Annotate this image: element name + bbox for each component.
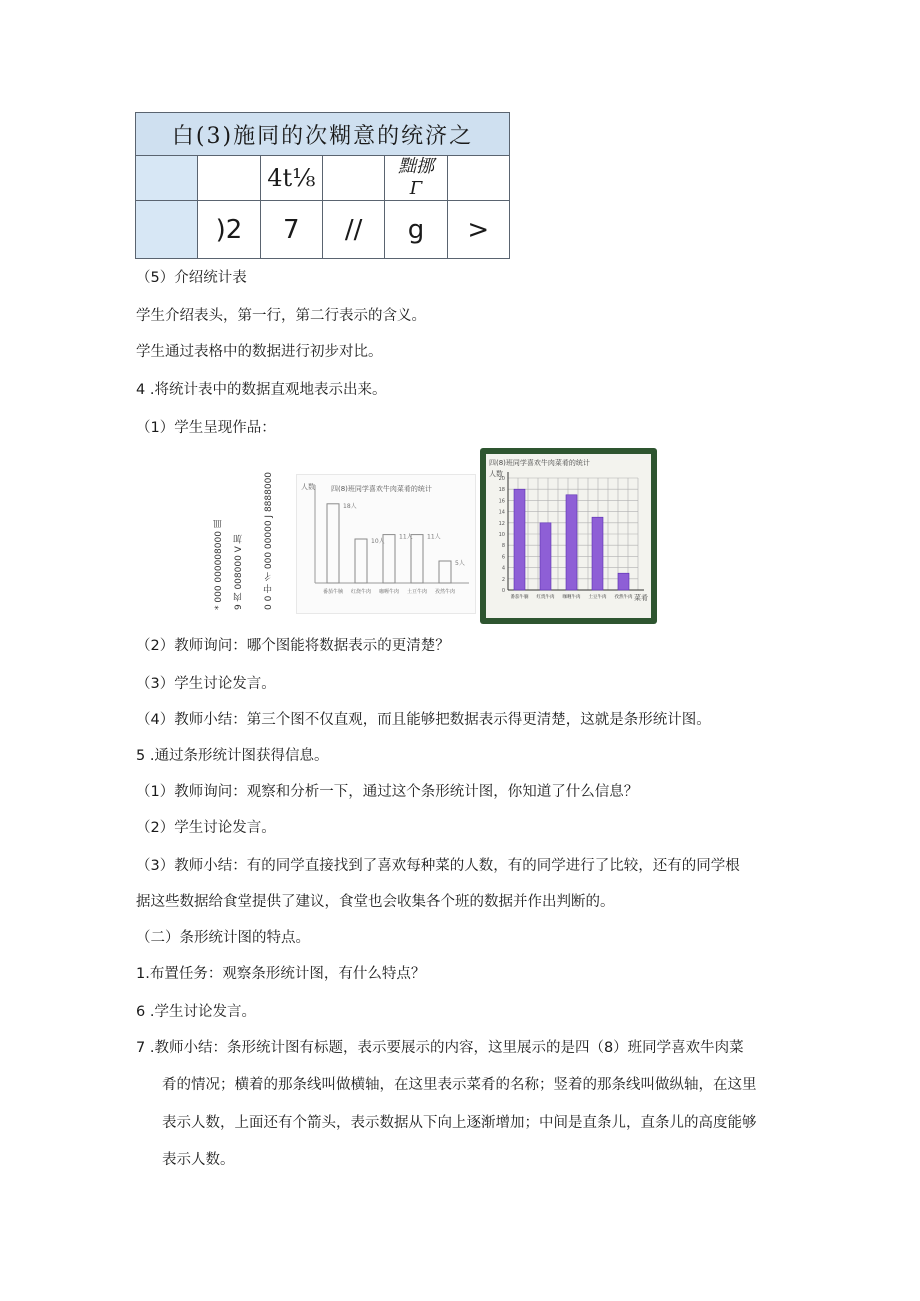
sketch-bar-chart [296,474,476,614]
sketch-value-label: 5人 [455,560,465,567]
sketch-category-label: 孜然牛肉 [434,589,456,595]
table-row [136,156,510,201]
table-cell [447,156,509,201]
bar [566,495,577,590]
paragraph: （1）学生呈现作品： [136,420,276,436]
sketch-value-label: 11人 [427,533,441,541]
y-tick-label: 14 [498,509,505,516]
category-label: 土豆牛肉 [588,595,607,600]
table-cell [385,156,447,201]
pictograph-text: * 000 000008000 [214,531,224,610]
pictograph-column-1 [212,460,226,610]
bar [540,523,551,590]
paragraph: 肴的情况；横着的那条线叫做横轴，在这里表示菜肴的名称；竖着的那条线叫做纵轴，在这里 [162,1077,757,1093]
category-label: 咖喱牛肉 [562,595,581,600]
table-cell [198,156,260,201]
y-tick-label: 18 [498,487,505,494]
sketch-title: 四(8)班同学喜欢牛肉菜肴的统计 [331,485,432,493]
sketch-y-label: 人数 [301,483,315,491]
y-tick-label: 0 [501,588,505,594]
bar [514,489,525,590]
paragraph: 6 .学生讨论发言。 [136,1004,256,1020]
paragraph: （二）条形统计图的特点。 [136,930,310,946]
table-title: 白(3)施同的次糊意的统济之 [136,113,510,156]
y-tick-label: 2 [501,576,505,583]
paragraph: 据这些数据给食堂提供了建议，食堂也会收集各个班的数据并作出判断的。 [136,894,615,910]
pictograph-text: 皿 [214,519,224,529]
bar-chart-svg [486,454,651,618]
y-tick-label: 6 [501,554,505,561]
table-cell [136,156,198,201]
paragraph: 1.布置任务：观察条形统计图，有什么特点？ [136,966,426,982]
paragraph: （5）介绍统计表 [136,270,247,286]
paragraph: 7 .教师小结：条形统计图有标题，表示要展示的内容，这里展示的是四（8）班同学喜欢牛肉菜 [136,1040,744,1056]
table-cell: )2 [198,201,260,259]
table-cell [322,156,384,201]
y-tick-label: 20 [498,476,505,482]
y-tick-label: 12 [498,520,505,527]
sketch-bar [383,535,395,583]
sketch-chart-svg [297,475,475,613]
bar [592,517,603,590]
table-cell [136,201,198,259]
y-tick-label: 4 [501,565,505,572]
sketch-category-label: 土豆牛肉 [406,589,428,595]
bar-chart-paper [486,454,651,618]
bar-chart-photo [480,448,657,624]
sketch-bar [411,535,423,583]
y-tick-label: 8 [501,543,505,550]
sketch-bar [327,504,339,583]
paragraph: （3）教师小结：有的同学直接找到了喜欢每种菜的人数，有的同学进行了比较，还有的同学根 [136,858,740,874]
y-tick-label: 16 [498,498,505,505]
table-cell: g [385,201,447,259]
table-cell-top: 黜挪 [397,156,434,177]
chart-y-label: 人数 [489,470,503,478]
sketch-bar [355,539,367,583]
paragraph: 5 .通过条形统计图获得信息。 [136,748,329,764]
y-tick-label: 10 [498,532,505,538]
bar [618,573,629,590]
chart-x-label: 菜肴 [634,594,648,602]
pictograph-column-2: 9 肉 008000 V 加 [234,534,244,610]
statistics-table [135,112,510,259]
paragraph: 学生介绍表头，第一行，第二行表示的含义。 [136,308,426,324]
paragraph: （3）学生讨论发言。 [136,676,276,692]
sketch-value-label: 18人 [343,502,357,510]
paragraph: （4）教师小结：第三个图不仅直观，而且能够把数据表示得更清楚，这就是条形统计图。 [136,712,711,728]
table-row [136,201,510,259]
pictograph-column-3: 0 0 中 彳 000 00000 J 8888000 [264,471,274,610]
category-label: 番茄牛腩 [510,595,529,600]
category-label: 红烧牛肉 [536,595,555,600]
paragraph: （1）教师询问：观察和分析一下，通过这个条形统计图，你知道了什么信息？ [136,784,639,800]
sketch-category-label: 红烧牛肉 [350,589,372,595]
sketch-value-label: 11人 [399,533,413,541]
sketch-category-label: 咖喱牛肉 [378,589,400,595]
category-label: 孜然牛肉 [614,595,633,600]
sketch-value-label: 10人 [371,538,385,545]
table-cell: 4t⅛ [260,156,322,201]
sketch-bar [439,561,451,583]
table-cell-sub: Γ [409,178,423,199]
paragraph: 表示人数，上面还有个箭头，表示数据从下向上逐渐增加；中间是直条儿，直条儿的高度能够 [162,1115,757,1131]
paragraph: 4 .将统计表中的数据直观地表示出来。 [136,382,387,398]
table-cell: 7 [260,201,322,259]
table-cell: > [447,201,509,259]
paragraph: （2）学生讨论发言。 [136,820,276,836]
sketch-category-label: 番茄牛腩 [322,589,344,595]
chart-title: 四(8)班同学喜欢牛肉菜肴的统计 [489,459,590,467]
paragraph: （2）教师询问：哪个图能将数据表示的更清楚？ [136,638,450,654]
paragraph: 学生通过表格中的数据进行初步对比。 [136,344,383,360]
table-cell: // [322,201,384,259]
paragraph: 表示人数。 [162,1152,235,1168]
